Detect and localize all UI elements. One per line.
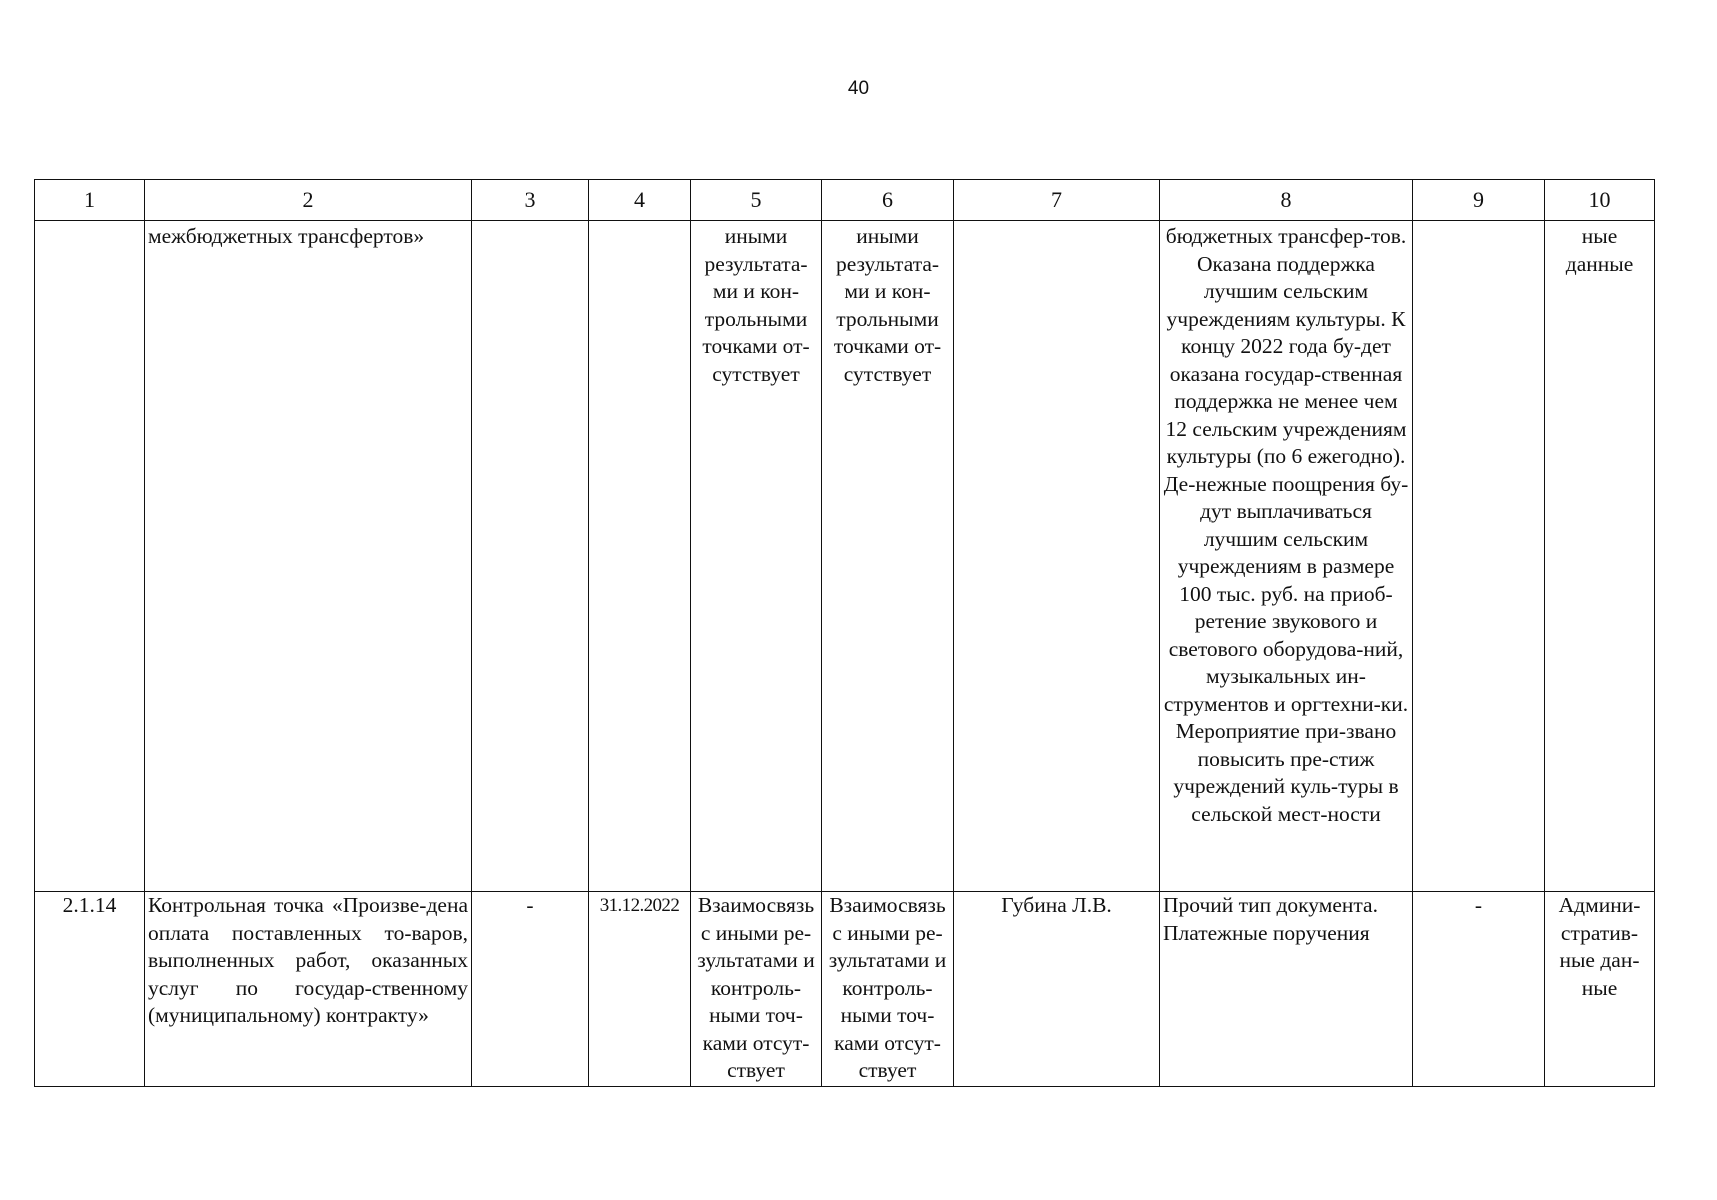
header-cell: 7: [954, 180, 1160, 221]
table-cell: [1413, 221, 1545, 892]
header-cell: 6: [822, 180, 954, 221]
responsible-cell: [954, 221, 1160, 892]
header-cell: 9: [1413, 180, 1545, 221]
description-cell: Контрольная точка «Произве-дена оплата поставленных то-варов, выполненных работ, оказанных услуг по государ-ственному (муниципальному) контракту»: [145, 892, 472, 1087]
table-row: [35, 892, 1655, 1087]
page-number: 40: [847, 78, 870, 99]
header-cell: 3: [472, 180, 589, 221]
source-cell: Админи-стратив-ные дан-ные: [1545, 892, 1655, 1087]
table-cell: [472, 221, 589, 892]
source-cell: ные данные: [1545, 221, 1655, 892]
header-row: [35, 180, 1655, 221]
table-cell: -: [1413, 892, 1545, 1087]
relation-cell: иными результата-ми и кон-трольными точками от-сутствует: [691, 221, 822, 892]
header-cell: 4: [589, 180, 691, 221]
responsible-cell: Губина Л.В.: [954, 892, 1160, 1087]
data-table: [34, 179, 1655, 1087]
relation-cell: Взаимосвязь с иными ре-зультатами и контроль-ными точ-ками отсут-ствует: [822, 892, 954, 1087]
row-number-cell: [35, 221, 145, 892]
header-cell: 2: [145, 180, 472, 221]
header-cell: 8: [1160, 180, 1413, 221]
date-cell: [589, 221, 691, 892]
description-cell: межбюджетных трансфертов»: [145, 221, 472, 892]
header-cell: 1: [35, 180, 145, 221]
relation-cell: иными результата-ми и кон-трольными точками от-сутствует: [822, 221, 954, 892]
header-cell: 5: [691, 180, 822, 221]
header-cell: 10: [1545, 180, 1655, 221]
relation-cell: Взаимосвязь с иными ре-зультатами и контроль-ными точ-ками отсут-ствует: [691, 892, 822, 1087]
table-cell: -: [472, 892, 589, 1087]
row-number-cell: 2.1.14: [35, 892, 145, 1087]
document-cell: бюджетных трансфер-тов. Оказана поддержка лучшим сельским учреждениям культуры. К концу 2022 года бу-дет оказана государ-ственная поддержка не менее чем 12 сельским учреждениям культуры (по 6 ежегодно). Де-нежные поощрения бу-дут выплачиваться лучшим сельским учреждениям в размере 100 тыс. руб. на приоб-ретение звукового и светового оборудова-ний, музыкальных ин-струментов и оргтехни-ки. Мероприятие при-звано повысить пре-стиж учреждений куль-туры в сельской мест-ности: [1160, 221, 1413, 892]
table-row: [35, 221, 1655, 892]
date-cell: 31.12.2022: [589, 892, 691, 1087]
document-cell: Прочий тип документа. Платежные поручения: [1160, 892, 1413, 1087]
